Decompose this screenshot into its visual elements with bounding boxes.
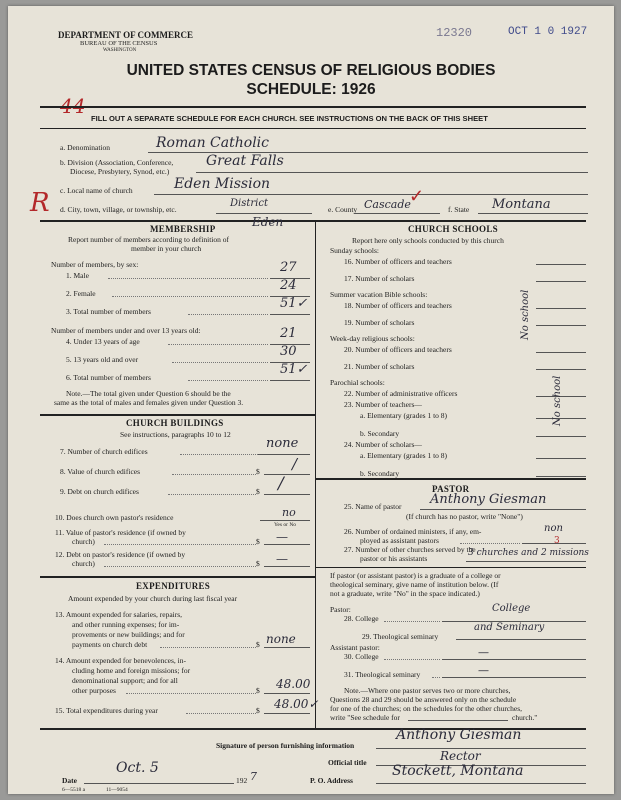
- division-line: [196, 172, 588, 173]
- q11-dollar: $: [256, 537, 260, 546]
- census-schedule-sheet: [8, 6, 614, 794]
- q27-label-2: pastor or his assistants: [360, 554, 428, 563]
- q29-line: [456, 639, 586, 640]
- state-line: [478, 213, 588, 214]
- local-name-label: c. Local name of church: [60, 186, 133, 195]
- instruction-rule: [40, 128, 586, 129]
- no-school-annotation-2: No school: [552, 375, 563, 426]
- q7-label: 7. Number of church edifices: [60, 447, 148, 456]
- q26-dots: [460, 543, 520, 544]
- church-schools-heading: CHURCH SCHOOLS: [408, 224, 498, 234]
- total-members-age-line: [270, 380, 310, 381]
- q25-label: 25. Name of pastor: [344, 502, 402, 511]
- q15-dots: [186, 713, 256, 714]
- center-column-rule: [315, 220, 316, 728]
- date-line: [84, 783, 234, 784]
- q12-line: [264, 566, 310, 567]
- over-13-value: 30: [280, 344, 297, 359]
- denomination-value: Roman Catholic: [156, 135, 269, 151]
- signature-line: [376, 748, 586, 749]
- q30-label: 30. College: [344, 652, 379, 661]
- q11-label: 11. Value of pastor's residence (if owned by: [55, 528, 186, 537]
- expenditures-heading: EXPENDITURES: [136, 581, 211, 591]
- red-check-mark: ✓: [409, 186, 425, 206]
- q11-dots: [104, 544, 256, 545]
- church-school-line: 24. Number of scholars—: [344, 440, 422, 449]
- city-town-value: District: [230, 198, 268, 209]
- county-label: e. County: [328, 205, 358, 214]
- q14-label-2: cluding home and foreign missions; for: [72, 666, 191, 675]
- state-label: f. State: [448, 205, 470, 214]
- q31-value: —: [478, 664, 489, 677]
- q7-dots: [180, 454, 266, 455]
- graduate-instructions-2: theological seminary, give name of institution below. (If: [330, 580, 499, 589]
- q9-label: 9. Debt on church edifices: [60, 487, 139, 496]
- q13-dollar: $: [256, 640, 260, 649]
- q9-slash-mark: /: [278, 474, 284, 494]
- membership-intro-2: member in your church: [131, 244, 202, 253]
- signature-label: Signature of person furnishing information: [216, 741, 355, 750]
- q29-label: 29. Theological seminary: [362, 632, 439, 641]
- church-school-answer-line: [536, 264, 586, 265]
- church-school-answer-line: [536, 436, 586, 437]
- church-school-line: Sunday schools:: [330, 246, 379, 255]
- q30-value: —: [478, 646, 489, 659]
- church-school-answer-line: [536, 458, 586, 459]
- q13-dots: [160, 647, 256, 648]
- q9-dots: [168, 494, 256, 495]
- q15-line: [264, 713, 310, 714]
- total-members-age-dots: [188, 380, 268, 381]
- membership-note: Note.—The total given under Question 6 should be the: [66, 389, 231, 398]
- received-date-stamp: OCT 1 0 1927: [508, 26, 588, 38]
- year-prefix: 192: [236, 776, 248, 785]
- q31-dots: [432, 677, 440, 678]
- church-school-line: Summer vacation Bible schools:: [330, 290, 428, 299]
- q26-label-2: ployed as assistant pastors: [360, 536, 439, 545]
- graduate-instructions-3: not a graduate, write "No" in the space indicated.): [330, 589, 480, 598]
- under-13-value: 21: [280, 326, 297, 341]
- margin-r-annotation: R: [30, 188, 50, 218]
- q14-dots: [126, 693, 256, 694]
- q12-dots: [104, 566, 256, 567]
- church-school-line: a. Elementary (grades 1 to 8): [360, 411, 448, 420]
- church-school-answer-line: [536, 325, 586, 326]
- top-rule: [40, 106, 586, 108]
- q14-dollar: $: [256, 686, 260, 695]
- over-13-dots: [172, 362, 268, 363]
- q8-slash-mark: /: [292, 455, 298, 473]
- church-school-line: 22. Number of administrative officers: [344, 389, 458, 398]
- church-school-line: 19. Number of scholars: [344, 318, 415, 327]
- q15-dollar: $: [256, 706, 260, 715]
- pastor-heading: PASTOR: [432, 484, 470, 494]
- male-dots: [108, 278, 268, 279]
- local-name-value: Eden Mission: [174, 176, 271, 192]
- membership-note-2: same as the total of males and females given under Question 3.: [54, 398, 244, 407]
- church-school-line: 16. Number of officers and teachers: [344, 257, 452, 266]
- church-schools-sub: Report here only schools conducted by this church: [352, 236, 504, 245]
- q28-dots: [384, 621, 440, 622]
- church-school-line: b. Secondary: [360, 429, 400, 438]
- q30-line: [442, 659, 586, 660]
- q14-value: 48.00: [276, 677, 311, 691]
- q13-value: none: [266, 632, 296, 646]
- date-value: Oct. 5: [116, 760, 159, 776]
- q10-hint: Yes or No: [274, 522, 297, 528]
- pastor-note-4: write "See schedule for: [330, 713, 400, 722]
- q31-label: 31. Theological seminary: [344, 670, 421, 679]
- assistant-pastor-label: Assistant pastor:: [330, 643, 380, 652]
- q30-dots: [384, 659, 440, 660]
- q14-line: [264, 693, 310, 694]
- female-label: 2. Female: [66, 289, 96, 298]
- q12-label: 12. Debt on pastor's residence (if owned by: [55, 550, 186, 559]
- city-town-value-2: Eden: [252, 215, 284, 229]
- q9-dollar: $: [256, 487, 260, 496]
- total-members-line: [270, 314, 310, 315]
- q10-line: [260, 520, 310, 521]
- division-value: Great Falls: [206, 153, 284, 169]
- q25-note: (If church has no pastor, write "None"): [406, 512, 523, 521]
- total-members-label: 3. Total number of members: [66, 307, 151, 316]
- under-13-dots: [168, 344, 268, 345]
- q12-dollar: $: [256, 559, 260, 568]
- q26-label: 26. Number of ordained ministers, if any, em-: [344, 527, 482, 536]
- total-members-age-value: 51✓: [280, 362, 308, 377]
- buildings-rule: [40, 414, 315, 416]
- pastor-rule: [315, 478, 586, 480]
- total-members-dots: [188, 314, 268, 315]
- church-school-answer-line: [536, 308, 586, 309]
- graduate-rule: [315, 567, 586, 568]
- section-rule: [40, 220, 586, 222]
- total-members-age-label: 6. Total number of members: [66, 373, 151, 382]
- female-dots: [112, 296, 268, 297]
- under-13-label: 4. Under 13 years of age: [66, 337, 140, 346]
- bureau-label: BUREAU OF THE CENSUS: [80, 40, 158, 47]
- church-school-line: Parochial schools:: [330, 378, 385, 387]
- city-label: WASHINGTON: [103, 48, 137, 53]
- church-school-answer-line: [536, 369, 586, 370]
- members-by-age-label: Number of members under and over 13 years old:: [51, 326, 201, 335]
- po-address-line: [376, 783, 586, 784]
- q15-label: 15. Total expenditures during year: [55, 706, 158, 715]
- form-title: UNITED STATES CENSUS OF RELIGIOUS BODIES: [126, 62, 496, 79]
- church-school-line: 18. Number of officers and teachers: [344, 301, 452, 310]
- church-school-answer-line: [536, 281, 586, 282]
- church-school-line: 17. Number of scholars: [344, 274, 415, 283]
- church-buildings-heading: CHURCH BUILDINGS: [126, 418, 224, 428]
- division-label: b. Division (Association, Conference,: [60, 158, 174, 167]
- q13-line: [264, 647, 310, 648]
- division-label-2: Diocese, Presbytery, Synod, etc.): [70, 167, 170, 176]
- serial-number-stamp: 12320: [436, 26, 473, 40]
- denomination-label: a. Denomination: [60, 143, 110, 152]
- church-school-line: a. Elementary (grades 1 to 8): [360, 451, 448, 460]
- q7-line: [258, 454, 310, 455]
- q7-value: none: [266, 436, 299, 451]
- expenditures-rule: [40, 576, 315, 578]
- q28-label: 28. College: [344, 614, 379, 623]
- signature-value: Anthony Giesman: [396, 727, 522, 743]
- q13-label-3: provements or new buildings; and for: [72, 630, 185, 639]
- q11-line: [264, 544, 310, 545]
- q10-value: no: [282, 506, 296, 519]
- q28-value: College: [492, 603, 531, 614]
- q15-value: 48.00✓: [274, 697, 319, 711]
- q8-line: [264, 474, 310, 475]
- no-school-annotation: No school: [520, 289, 531, 340]
- department-label: DEPARTMENT OF COMMERCE: [58, 30, 194, 40]
- church-school-line: Week-day religious schools:: [330, 334, 415, 343]
- margin-number-annotation: 44: [60, 94, 86, 118]
- po-address-value: Stockett, Montana: [392, 763, 524, 779]
- year-suffix: 7: [250, 770, 257, 783]
- form-subtitle: SCHEDULE: 1926: [246, 81, 376, 98]
- q27-label: 27. Number of other churches served by the: [344, 545, 476, 554]
- q11-label-2: church): [72, 537, 95, 546]
- county-line: [354, 213, 440, 214]
- q11-value: —: [276, 530, 288, 544]
- q27-value: 3 churches and 2 missions: [468, 548, 589, 558]
- date-label: Date: [62, 776, 77, 785]
- church-school-answer-line: [536, 476, 586, 477]
- male-label: 1. Male: [66, 271, 89, 280]
- q8-dots: [172, 474, 256, 475]
- city-town-line: [216, 213, 312, 214]
- female-value: 24: [280, 278, 297, 293]
- church-buildings-sub: See instructions, paragraphs 10 to 12: [120, 430, 231, 439]
- q10-label: 10. Does church own pastor's residence: [55, 513, 174, 522]
- pastor-name: Anthony Giesman: [430, 492, 547, 507]
- q29-value: and Seminary: [474, 622, 545, 633]
- q9-line: [264, 494, 310, 495]
- q13-label: 13. Amount expended for salaries, repairs,: [55, 610, 183, 619]
- q8-label: 8. Value of church edifices: [60, 467, 141, 476]
- state-value: Montana: [492, 197, 551, 212]
- local-name-line: [154, 194, 588, 195]
- church-school-answer-line: [536, 352, 586, 353]
- q27-red-note: 3: [554, 536, 560, 546]
- church-school-line: 23. Number of teachers—: [344, 400, 422, 409]
- q13-label-2: and other running expenses; for im-: [72, 620, 180, 629]
- expenditures-sub: Amount expended by your church during last fiscal year: [68, 594, 238, 603]
- members-by-sex-label: Number of members, by sex:: [51, 260, 139, 269]
- po-address-label: P. O. Address: [310, 776, 353, 785]
- instruction-banner: FILL OUT A SEPARATE SCHEDULE FOR EACH CHURCH. SEE INSTRUCTIONS ON THE BACK OF THIS SHEET: [91, 114, 488, 123]
- total-members-value: 51✓: [280, 296, 308, 311]
- form-code-2: 11—9054: [106, 787, 128, 793]
- form-code: 6—5518 a: [62, 787, 86, 793]
- q12-value: —: [276, 552, 288, 566]
- pastor-note-2: Questions 28 and 29 should be answered only on the schedule: [330, 695, 517, 704]
- q31-line: [442, 677, 586, 678]
- city-town-label: d. City, town, village, or township, etc.: [60, 205, 177, 214]
- pastor-sub-label: Pastor:: [330, 605, 351, 614]
- q8-dollar: $: [256, 467, 260, 476]
- q27-line: [466, 561, 586, 562]
- q14-label: 14. Amount expended for benevolences, in-: [55, 656, 187, 665]
- q25-line: [420, 509, 586, 510]
- membership-heading: MEMBERSHIP: [150, 224, 216, 234]
- church-school-line: b. Secondary: [360, 469, 400, 478]
- male-value: 27: [280, 260, 297, 275]
- q13-label-4: payments on church debt: [72, 640, 148, 649]
- membership-intro: Report number of members according to definition of: [68, 235, 229, 244]
- official-title-value: Rector: [440, 749, 481, 763]
- q14-label-4: other purposes: [72, 686, 116, 695]
- q12-label-2: church): [72, 559, 95, 568]
- pastor-note: Note.—Where one pastor serves two or more churches,: [344, 686, 511, 695]
- official-title-label: Official title: [328, 758, 367, 767]
- church-school-line: 20. Number of officers and teachers: [344, 345, 452, 354]
- graduate-instructions: If pastor (or assistant pastor) is a graduate of a college or: [330, 571, 501, 580]
- q14-label-3: denominational support; and for all: [72, 676, 178, 685]
- pastor-note-3: for one of the churches; on the schedules for the other churches,: [330, 704, 523, 713]
- pastor-note-line: [408, 720, 508, 721]
- church-school-line: 21. Number of scholars: [344, 362, 415, 371]
- q26-value: non: [544, 523, 563, 534]
- over-13-label: 5. 13 years old and over: [66, 355, 139, 364]
- county-value: Cascade: [364, 198, 411, 211]
- pastor-note-5: church.": [512, 713, 538, 722]
